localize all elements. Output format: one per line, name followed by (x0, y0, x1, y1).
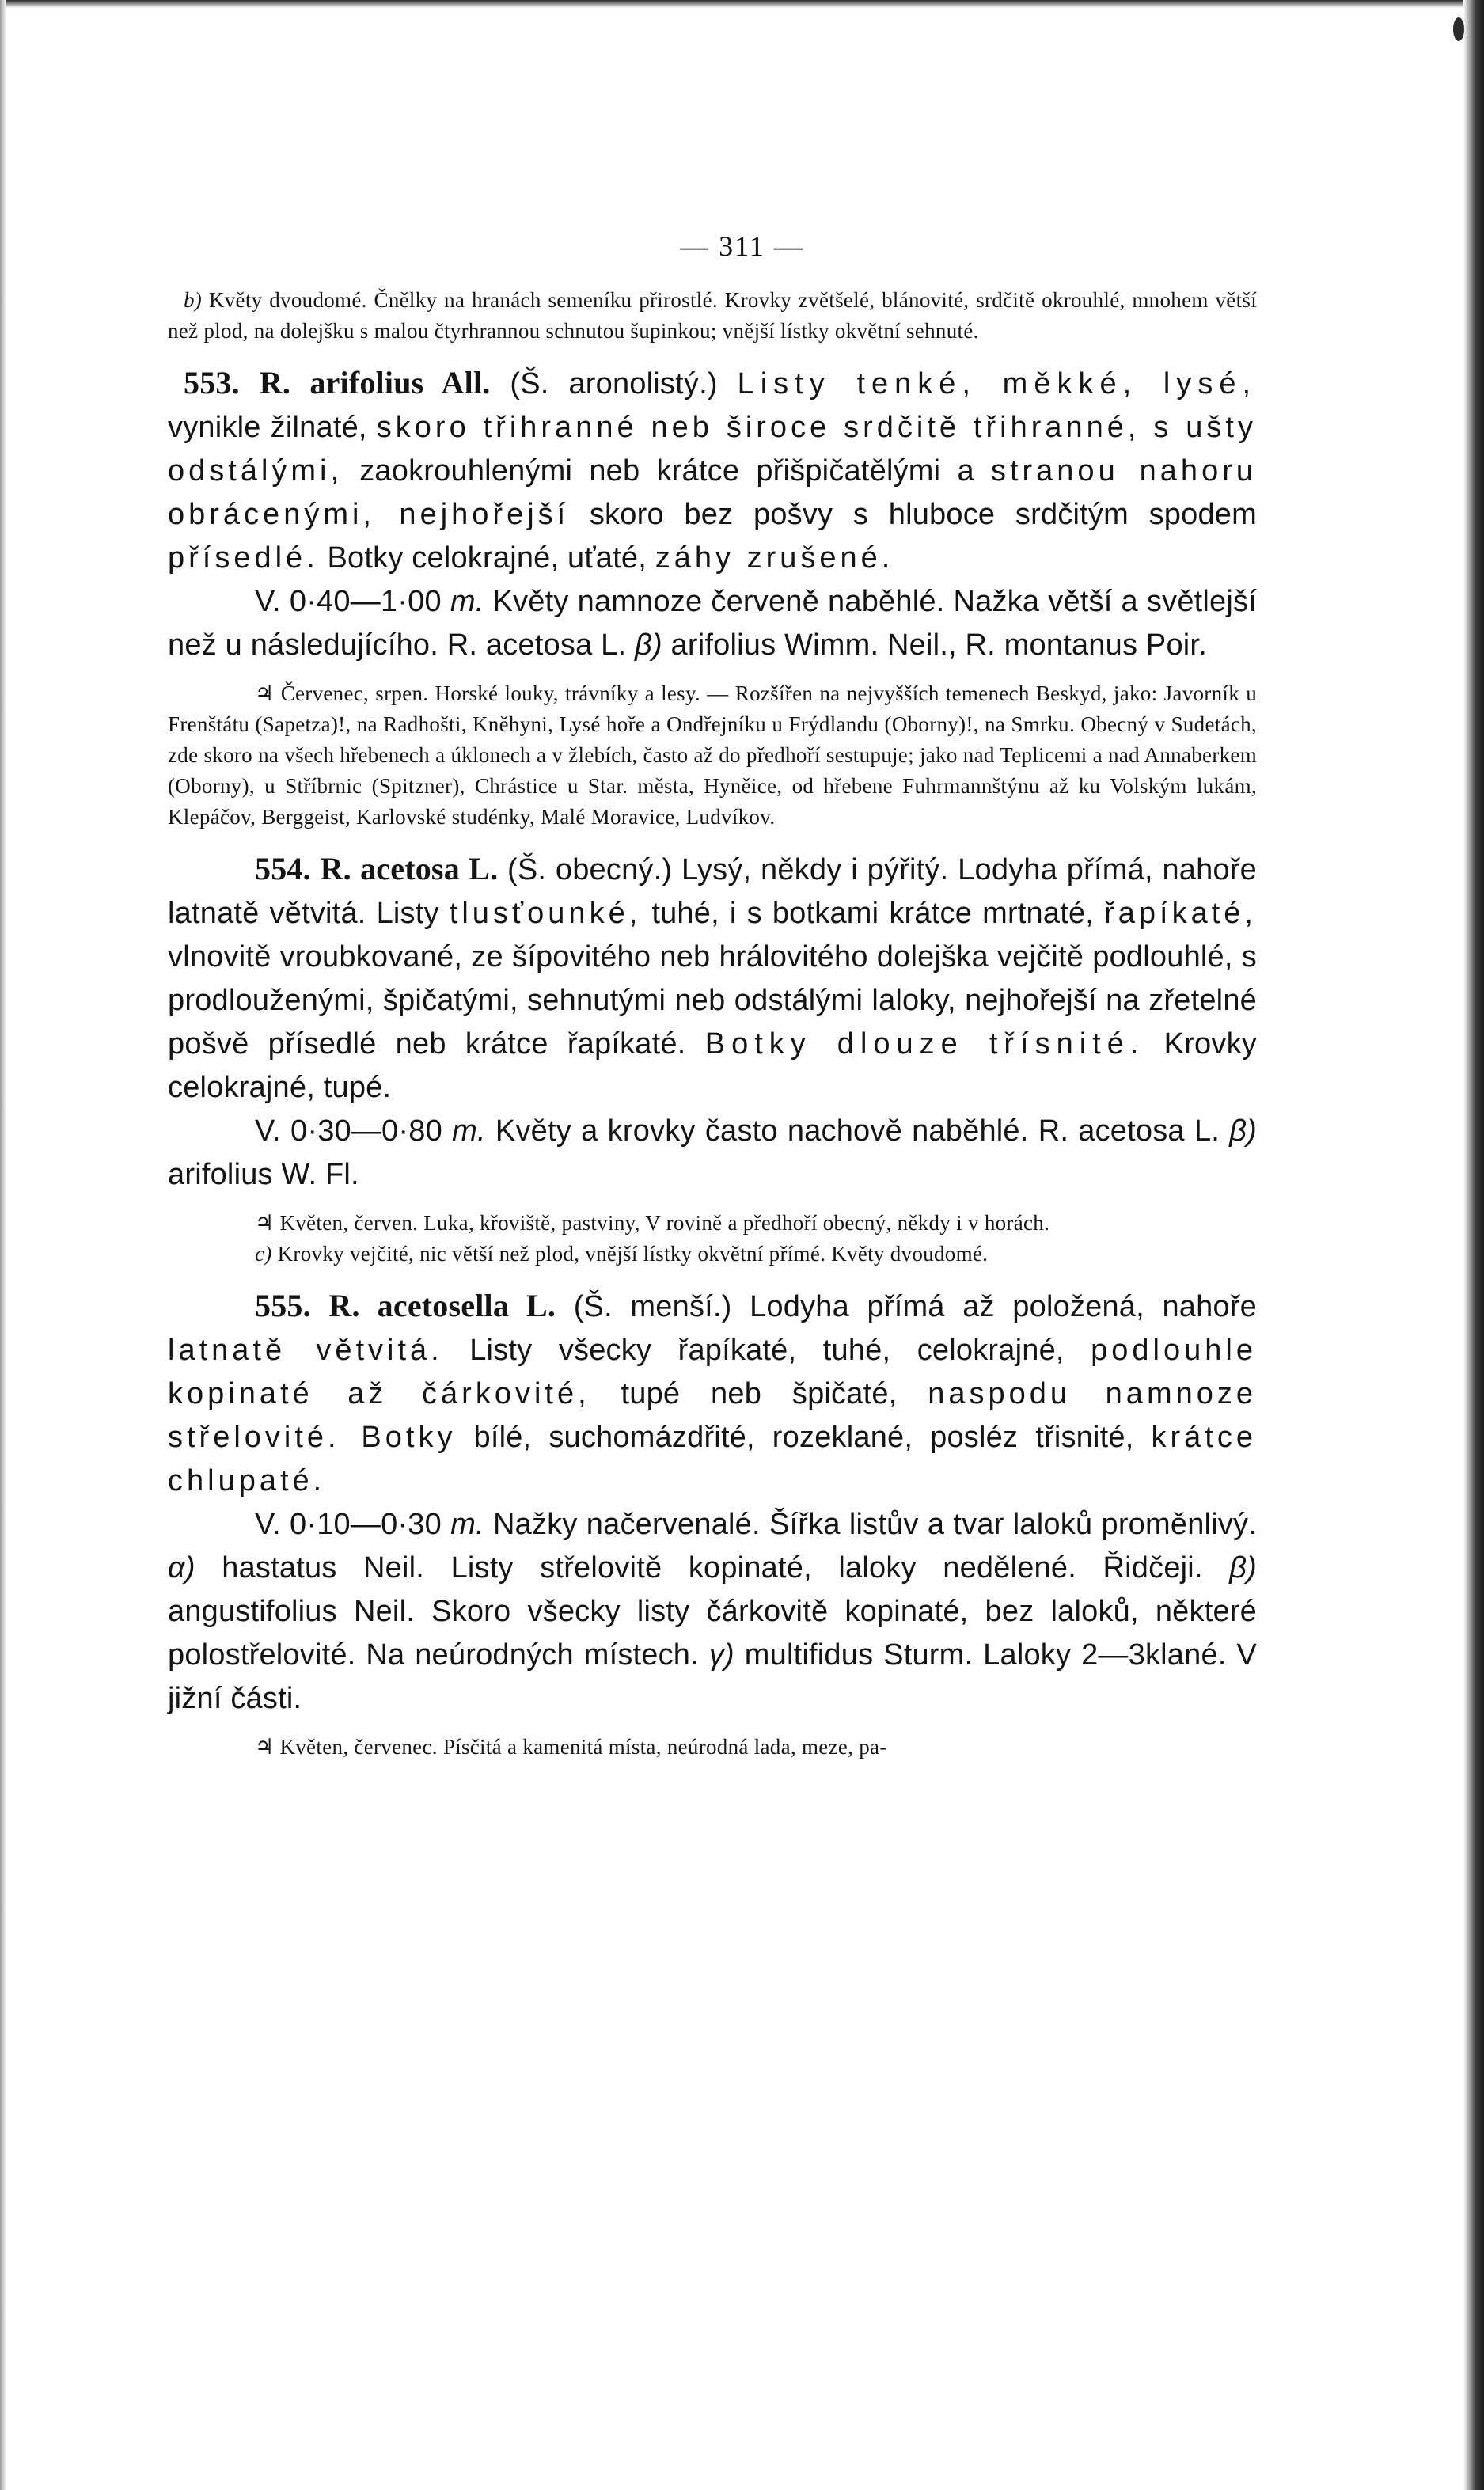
entry-554-distribution: ♃ Květen, červen. Luka, křoviště, pastviny, V rovině a předhoří obecný, někdy i v horách. (255, 1211, 1050, 1235)
species-name: R. acetosella L. (328, 1288, 556, 1323)
page-number: — 311 — (680, 230, 804, 262)
page-body (168, 285, 1257, 1763)
entry-553: 553. R. arifolius All. (Š. aronolistý.) Listy tenké, měkké, lysé, vynikle žilnaté, skoro třihranné neb široce srdčitě třihranné, s ušty odstálými, zaokrouhlenými neb krátce přišpičatělými a stranou nahoru obrácenými, nejhořejší skoro bez pošvy s hluboce srdčitým spodem přísedlé. Botky celokrajné, uťaté, záhy zrušené. (168, 365, 1258, 575)
paragraph-c: c) Krovky vejčité, nic větší než plod, vnější lístky okvětní přímé. Květy dvoudomé. (255, 1242, 989, 1266)
paragraph-text: Květy dvoudomé. Čnělky na hranách semeníku přirostlé. Krovky zvětšelé, blánovité, srdčitě okrouhlé, mnohem větší než plod, na dolejšku s malou čtyrhrannou schnutou šupinkou; vnější lístky okvětní sehnuté. (168, 288, 1257, 343)
scan-edge-right (1463, 0, 1484, 2490)
scan-speck (1453, 17, 1464, 41)
entry-number: 555. (255, 1288, 311, 1323)
paragraph-b (168, 285, 1257, 347)
entry-554: 554. R. acetosa L. (Š. obecný.) Lysý, někdy i pýřitý. Lodyha přímá, nahoře latnatě větvitá. Listy tlusťounké, tuhé, i s botkami krátce mrtnaté, řapíkaté, vlnovitě vroubkované, ze šípovitého neb hrálovitého dolejška vejčitě podlouhlé, s prodlouženými, špičatými, sehnutými neb odstálými laloky, nejhořejší na zřetelné pošvě přísedlé neb krátce řapíkaté. Botky dlouze třísnité. Krovky celokrajné, tupé. (168, 851, 1257, 1104)
entry-number: 553. (184, 365, 240, 400)
species-name: R. arifolius All. (259, 365, 491, 400)
entry-555-distribution: ♃ Květen, červenec. Písčitá a kamenitá místa, neúrodná lada, meze, pa- (255, 1735, 887, 1759)
scan-edge-top (0, 0, 1484, 8)
item-marker: b) (184, 288, 203, 312)
entry-555: 555. R. acetosella L. (Š. menší.) Lodyha přímá až položená, nahoře latnatě větvitá. Listy všecky řapíkaté, tuhé, celokrajné, podlouhle kopinaté až čárkovité, tupé neb špičaté, naspodu namnoze střelovité. Botky bílé, suchomázdřité, rozeklané, posléz třisnité, krátce chlupaté. (168, 1288, 1257, 1497)
entry-553-variety: V. 0·40—1·00 m. Květy namnoze červeně naběhlé. Nažka větší a světlejší než u následujícího. R. acetosa L. β) arifolius Wimm. Neil., R. montanus Poir. (168, 585, 1257, 662)
entry-553-distribution: ♃ Červenec, srpen. Horské louky, trávníky a lesy. — Rozšířen na nejvyšších temenech Beskyd, jako: Javorník u Frenštátu (Sapetza)!, na Radhošti, Kněhyni, Lysé hoře a Ondřejníku u Frýdlandu (Oborny)!, na Smrku. Obecný v Sudetách, zde skoro na všech hřebenech a úklonech a v žlebích, často až do předhoří sestupuje; jako nad Teplicemi a nad Annaberkem (Oborny), u Stříbrnic (Spitzner), Chrástice u Star. města, Hyněice, od hřebene Fuhrmannštýnu až ku Volským lukám, Klepáčov, Berggeist, Karlovské studénky, Malé Moravice, Ludvíkov. (168, 681, 1257, 829)
entry-555-variety: V. 0·10—0·30 m. Nažky načervenalé. Šířka listův a tvar laloků proměnlivý. α) hastatus Neil. Listy střelovitě kopinaté, laloky nedělené. Řidčeji. β) angustifolius Neil. Skoro všecky listy čárkovitě kopinaté, bez laloků, některé polostřelovité. Na neúrodných místech. γ) multifidus Sturm. Laloky 2—3klané. V jižní části. (168, 1508, 1258, 1715)
species-name: R. acetosa L. (320, 851, 499, 886)
item-marker: c) (255, 1242, 272, 1266)
entry-number: 554. (255, 851, 311, 886)
entry-554-variety: V. 0·30—0·80 m. Květy a krovky často nachově naběhlé. R. acetosa L. β) arifolius W. Fl. (168, 1114, 1257, 1191)
scan-edge-left (0, 0, 6, 2490)
